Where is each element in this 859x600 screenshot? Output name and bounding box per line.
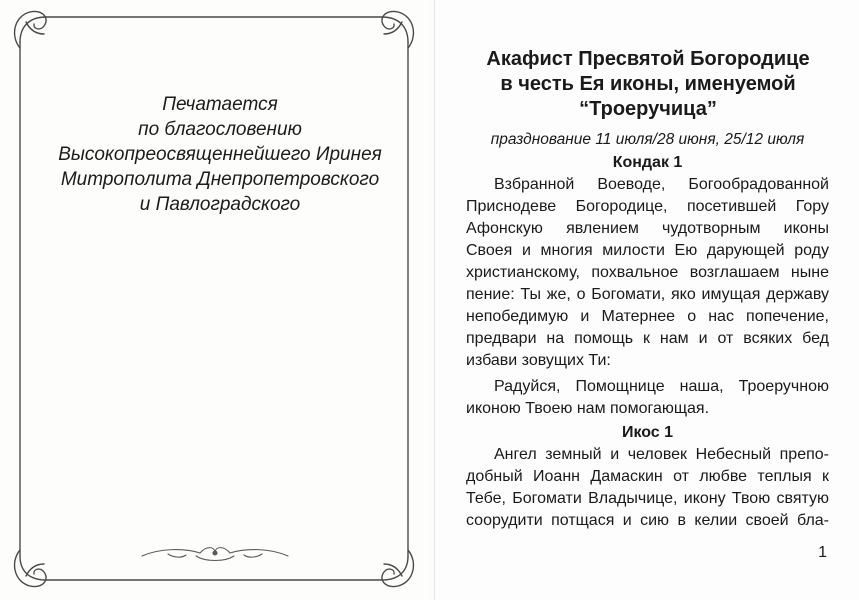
text-line: Тебе, Богомати Владычице, икону Твою святую [466, 490, 829, 507]
text-line: Ангел земный и человек Небесный препо- [494, 446, 829, 463]
text-line: добный Иоанн Дамаскин от любве теплыя к [466, 468, 829, 485]
blessing-text [20, 92, 420, 217]
blessing-line: по благословению [138, 119, 302, 140]
text-line: пение: Ты же, о Богомати, яко имущая державу [466, 286, 829, 303]
right-page [436, 0, 859, 600]
blessing-line: Высокопреосвященнейшего Иринея [58, 144, 382, 165]
text-line: Взбранной Воеводе, Богообрадованной [494, 176, 829, 193]
blessing-line: Печатается [162, 94, 278, 115]
title-line: “Троеручица” [579, 98, 717, 120]
refrain-text [466, 376, 829, 420]
text-line: Приснодеве Богородице, посетившей Гору [466, 198, 829, 215]
page-gutter [434, 0, 435, 600]
text-line: соорудити потщася и сию в келии своей бла- [466, 512, 829, 529]
page-number: 1 [818, 544, 827, 561]
kontakion-text [466, 174, 829, 372]
text-line: христианскому, похвальное возглашаем ныне [466, 264, 829, 281]
title-line: в честь Ея иконы, именуемой [500, 73, 796, 95]
text-line: иконою Твоею нам помогающая. [466, 400, 710, 417]
text-line: предвари на помощь к нам и от всяких бед [466, 330, 829, 347]
akathist-title [448, 47, 848, 122]
blessing-line: Митрополита Днепропетровского [60, 169, 380, 190]
title-line: Акафист Пресвятой Богородице [486, 48, 810, 70]
kontakion-heading: Кондак 1 [612, 154, 683, 171]
text-line: Радуйся, Помощнице наша, Троеручною [494, 378, 829, 395]
ikos-heading: Икос 1 [621, 424, 674, 441]
text-line: избави зовущих Ти: [466, 352, 611, 369]
bottom-ornament [142, 548, 288, 561]
blessing-line: и Павлоградского [139, 194, 301, 215]
text-line: Своея и многия милости Ею дарующей роду [466, 242, 829, 259]
ikos-text [466, 444, 829, 532]
feast-dates: празднование 11 июля/28 июня, 25/12 июля [490, 131, 805, 148]
text-line: Афонскую явлением чудотворным иконы [466, 220, 829, 237]
text-line: непобедимую и Матернее о нас попечение, [466, 308, 829, 325]
